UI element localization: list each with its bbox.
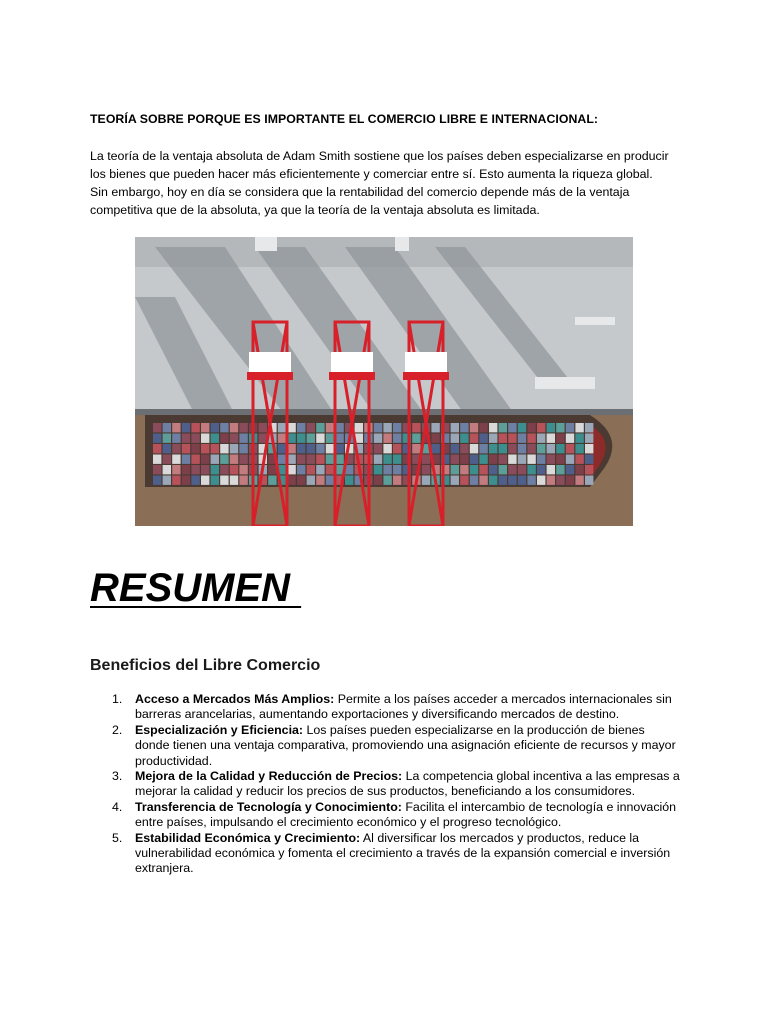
- benefits-list: [90, 692, 680, 877]
- benefit-title: Estabilidad Económica y Crecimiento:: [135, 830, 361, 845]
- benefit-text: Permite a los países acceder a mercados internacionales sin barreras arancelarias, aumentando exportaciones y diversificando mercados de destino.: [135, 692, 672, 722]
- benefit-text: Al diversificar los mercados y productos, reduce la vulnerabilidad económica y fomenta el crecimiento a través de la expansión comercial e inversión extranjera.: [135, 830, 671, 876]
- list-item: [90, 831, 680, 877]
- list-number: 4.: [112, 799, 123, 814]
- resumen-title: RESUMEN: [90, 566, 302, 610]
- benefits-heading: Beneficios del Libre Comercio: [90, 657, 321, 674]
- list-item: [90, 723, 680, 769]
- benefit-title: Transferencia de Tecnología y Conocimiento:: [135, 799, 402, 814]
- benefit-title: Acceso a Mercados Más Amplios:: [135, 692, 335, 706]
- container-ship-port-aerial-photo: [135, 237, 633, 526]
- list-item: [90, 692, 680, 723]
- list-item: [90, 769, 680, 800]
- section-heading: TEORÍA SOBRE PORQUE ES IMPORTANTE EL COMERCIO LIBRE E INTERNACIONAL:: [90, 112, 599, 126]
- list-number: 3.: [112, 769, 123, 784]
- container-ship-image: [135, 237, 633, 526]
- benefit-title: Mejora de la Calidad y Reducción de Precios:: [135, 769, 403, 784]
- benefit-title: Especialización y Eficiencia:: [135, 722, 304, 737]
- benefit-text: La competencia global incentiva a las empresas a mejorar la calidad y reducir los precios de sus productos, beneficiando a los consumidores.: [135, 769, 680, 799]
- list-number: 2.: [112, 722, 123, 737]
- benefit-text: Los países pueden especializarse en la producción de bienes donde tienen una ventaja comparativa, promoviendo una asignación eficiente de recursos y mayor productividad.: [135, 722, 676, 768]
- list-number: 5.: [112, 830, 123, 845]
- list-number: 1.: [112, 692, 123, 706]
- benefit-text: Facilita el intercambio de tecnología e innovación entre países, impulsando el crecimiento económico y el progreso tecnológico.: [135, 799, 677, 830]
- list-item: [90, 800, 680, 831]
- intro-paragraph: La teoría de la ventaja absoluta de Adam Smith sostiene que los países deben especializarse en producir los bienes que pueden hacer más eficientemente y comerciar entre sí. Esto aumenta la riqueza global. Sin embargo, hoy en día se considera que la rentabilidad del comercio depende más de la ventaja competitiva que de la absoluta, ya que la teoría de la ventaja absoluta es limitada.: [90, 149, 669, 217]
